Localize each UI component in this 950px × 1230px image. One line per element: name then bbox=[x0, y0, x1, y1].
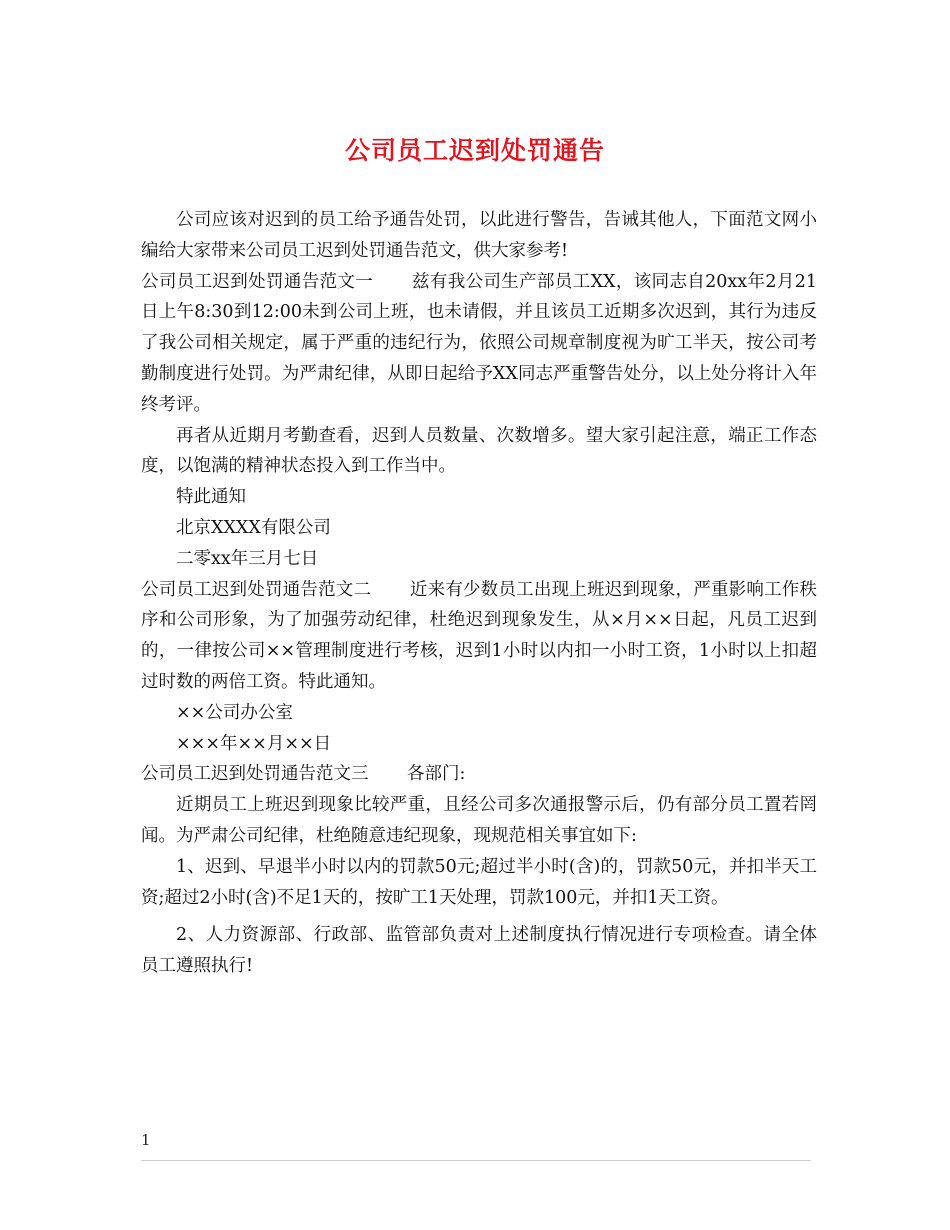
sample3-item-2: 2、人力资源部、行政部、监管部负责对上述制度执行情况进行专项检查。请全体员工遵照执行! bbox=[141, 925, 817, 977]
sample2-date: ×××年××月××日 bbox=[176, 733, 332, 754]
sample2-text: 近来有少数员工出现上班迟到现象，严重影响工作秩序和公司形象，为了加强劳动纪律，杜绝迟到现象发生，从×月××日起，凡员工迟到的，一律按公司××管理制度进行考核，迟到1小时以内扣一小时工资，1小时以上扣超过时数的两倍工资。特此通知。 bbox=[141, 579, 818, 692]
sample3-heading: 公司员工迟到处罚通告范文三 bbox=[141, 764, 369, 785]
page-number: 1 bbox=[141, 1131, 151, 1149]
footer-divider bbox=[141, 1160, 811, 1161]
sample1-heading: 公司员工迟到处罚通告范文一 bbox=[141, 271, 374, 292]
sample3-heading-line bbox=[141, 759, 817, 790]
sample1-notice: 特此通知 bbox=[176, 487, 246, 508]
sample2-heading: 公司员工迟到处罚通告范文二 bbox=[141, 579, 372, 600]
sample3-addressee: 各部门: bbox=[407, 764, 466, 785]
sample3-paragraph: 近期员工上班迟到现象比较严重，且经公司多次通报警示后，仍有部分员工置若罔闻。为严肃公司纪律，杜绝随意违纪现象，现规范相关事宜如下: bbox=[141, 795, 817, 846]
document-title: 公司员工迟到处罚通告 bbox=[344, 136, 605, 165]
intro-paragraph: 公司应该对迟到的员工给予通告处罚，以此进行警告，告诫其他人，下面范文网小编给大家带来公司员工迟到处罚通告范文，供大家参考! bbox=[141, 210, 817, 261]
sample1-followup-paragraph: 再者从近期月考勤查看，迟到人员数量、次数增多。望大家引起注意，端正工作态度，以饱满的精神状态投入到工作当中。 bbox=[141, 425, 817, 477]
document-body bbox=[141, 205, 817, 982]
sample1-paragraph bbox=[141, 267, 817, 421]
sample2-office: ××公司办公室 bbox=[176, 702, 293, 723]
sample1-text: 兹有我公司生产部员工XX，该同志自20xx年2月21日上午8:30到12:00未到公司上班，也未请假，并且该员工近期多次迟到，其行为违反了我公司相关规定，属于严重的违纪行为，依照公司规章制度视为旷工半天，按公司考勤制度进行处罚。为严肃纪律，从即日起给予XX同志严重警告处分，以上处分将计入年终考评。 bbox=[141, 271, 817, 415]
sample1-date: 二零xx年三月七日 bbox=[176, 548, 319, 569]
sample3-item-1: 1、迟到、早退半小时以内的罚款50元;超过半小时(含)的，罚款50元，并扣半天工资;超过2小时(含)不足1天的，按旷工1天处理，罚款100元，并扣1天工资。 bbox=[141, 856, 817, 908]
sample2-paragraph bbox=[141, 575, 817, 698]
sample1-company: 北京XXXX有限公司 bbox=[176, 517, 331, 538]
